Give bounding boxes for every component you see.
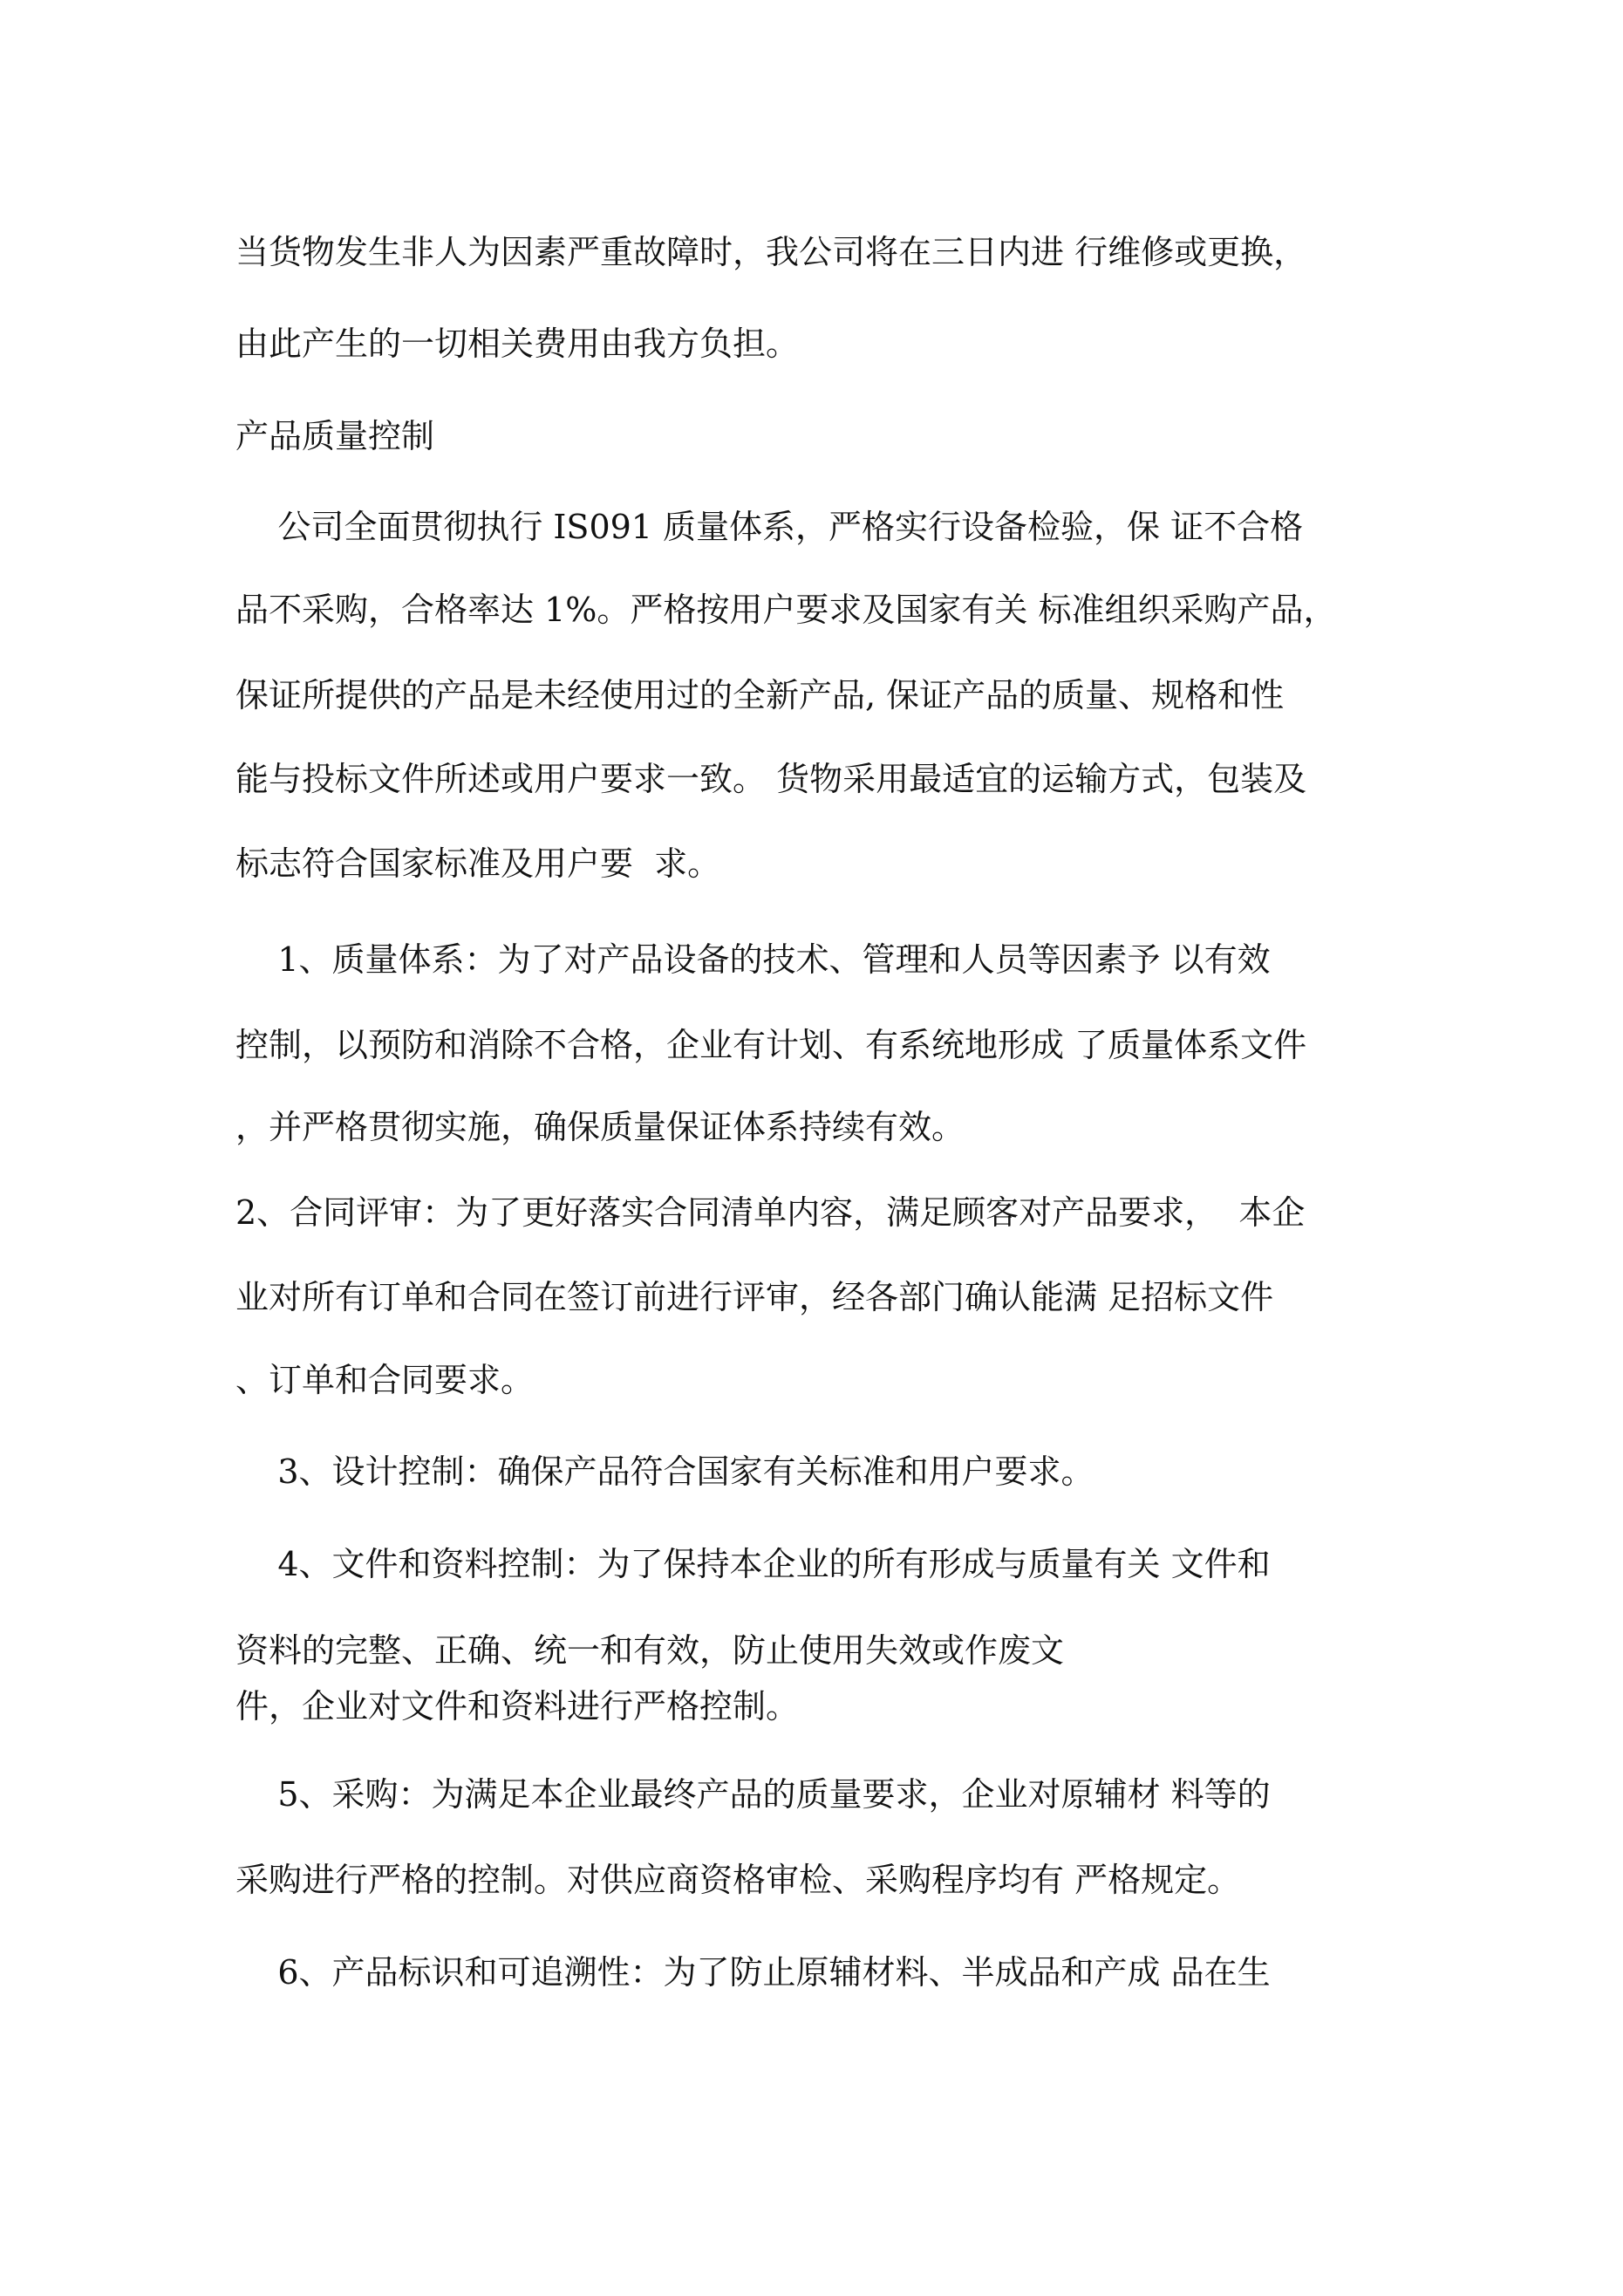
text-line: ，并严格贯彻实施，确保质量保证体系持续有效。	[235, 1108, 965, 1146]
text-line: 1、质量体系：为了对产品设备的技术、管理和人员等因素予 以有效	[235, 940, 1271, 979]
text-line: 5、采购：为满足本企业最终产品的质量要求，企业对原辅材 料等的	[235, 1775, 1271, 1814]
text-line: 3、设计控制：确保产品符合国家有关标准和用户要求。	[235, 1452, 1095, 1491]
text-line: 保证所提供的产品是未经使用过的全新产品, 保证产品的质量、规格和性	[235, 676, 1285, 714]
text-line: 6、产品标识和可追溯性：为了防止原辅材料、半成品和产成 品在生	[235, 1953, 1271, 1992]
text-line: 资料的完整、正确、统一和有效，防止使用失效或作废文	[235, 1631, 1065, 1670]
text-line: 由此产生的一切相关费用由我方负担。	[235, 325, 800, 363]
text-line: 公司全面贯彻执行 IS091 质量体系，严格实行设备检验，保 证不合格	[235, 508, 1304, 546]
text-line: 、订单和合同要求。	[235, 1361, 535, 1399]
text-line: 当货物发生非人为因素严重故障时，我公司将在三日内进 行维修或更换，	[235, 233, 1307, 271]
text-line: 采购进行严格的控制。对供应商资格审检、采购程序均有 严格规定。	[235, 1861, 1241, 1899]
text-line: 4、文件和资料控制：为了保持本企业的所有形成与质量有关 文件和	[235, 1545, 1271, 1583]
section-heading: 产品质量控制	[235, 417, 435, 455]
text-line: 件，企业对文件和资料进行严格控制。	[235, 1687, 800, 1725]
text-line: 业对所有订单和合同在签订前进行评审，经各部门确认能满 足招标文件	[235, 1278, 1274, 1316]
text-line: 控制，以预防和消除不合格，企业有计划、有系统地形成 了质量体系文件	[235, 1026, 1307, 1064]
text-line: 能与投标文件所述或用户要求一致。 货物采用最适宜的运输方式，包装及	[235, 760, 1307, 798]
text-line: 标志符合国家标准及用户要 求。	[235, 844, 721, 883]
text-line: 2、合同评审：为了更好落实合同清单内容，满足顾客对产品要求， 本企	[235, 1193, 1306, 1232]
text-line: 品不采购，合格率达 1%。严格按用户要求及国家有关 标准组织采购产品，	[235, 591, 1337, 629]
